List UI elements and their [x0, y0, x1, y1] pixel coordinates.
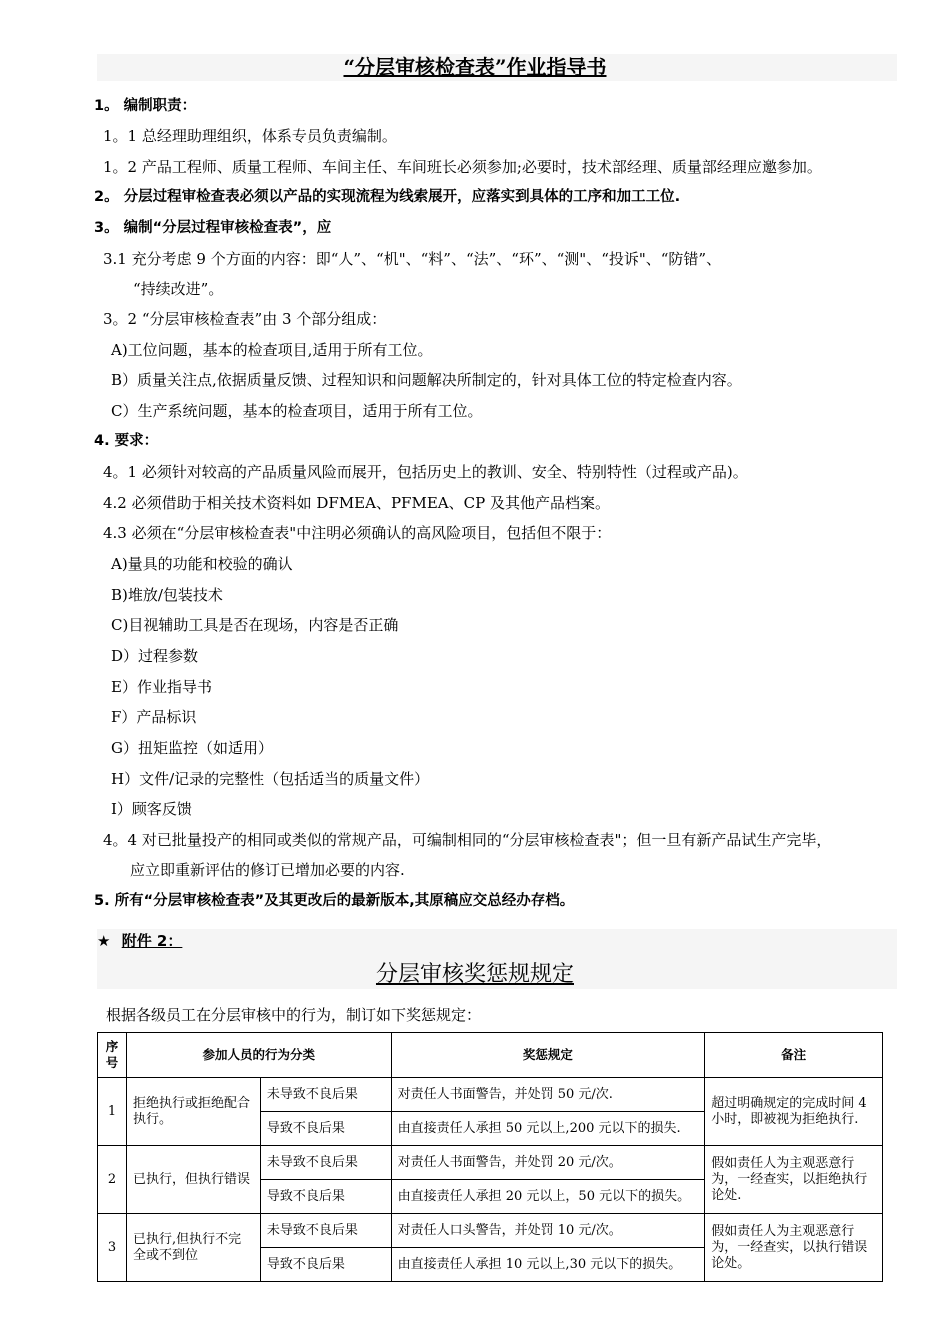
row-category: 拒绝执行或拒绝配合执行。 [126, 1078, 260, 1146]
table-row [98, 1146, 883, 1180]
page-title: “分层审核检查表”作业指导书 [343, 55, 607, 79]
row-result: 导致不良后果 [260, 1180, 391, 1214]
section-3-heading: 3。 编制“分层过程审核检查表”，应 [94, 220, 332, 236]
reward-table [97, 1032, 883, 1282]
row-category: 已执行,但执行不完全或不到位 [126, 1214, 260, 1282]
item-3-2-c: C）生产系统问题，基本的检查项目，适用于所有工位。 [111, 402, 483, 420]
item-4-2: 4.2 必须借助于相关技术资料如 DFMEA、PFMEA、CP 及其他产品档案。 [103, 494, 610, 512]
item-3-2: 3。2 “分层审核检查表”由 3 个部分组成： [103, 310, 387, 328]
row-no: 3 [98, 1214, 127, 1282]
table-header-row [98, 1033, 883, 1078]
table-row [98, 1214, 883, 1248]
item-4-3-f: F）产品标识 [111, 708, 197, 726]
item-4-3-i: I）顾客反馈 [111, 800, 192, 818]
row-result: 导致不良后果 [260, 1112, 391, 1146]
row-rule: 对责任人书面警告，并处罚 50 元/次. [391, 1078, 705, 1112]
item-3-1-cont: “持续改进”。 [133, 280, 224, 298]
item-1-2: 1。2 产品工程师、质量工程师、车间主任、车间班长必须参加;必要时，技术部经理、质量部经理应邀参加。 [103, 158, 822, 176]
row-result: 导致不良后果 [260, 1248, 391, 1282]
row-rule: 由直接责任人承担 20 元以上，50 元以下的损失。 [391, 1180, 705, 1214]
table-row [98, 1078, 883, 1112]
row-rule: 对责任人口头警告，并处罚 10 元/次。 [391, 1214, 705, 1248]
item-3-2-a: A)工位问题，基本的检查项目,适用于所有工位。 [111, 341, 433, 359]
item-4-3-d: D）过程参数 [111, 647, 199, 665]
reward-intro: 根据各级员工在分层审核中的行为，制订如下奖惩规定： [106, 1006, 482, 1024]
row-category: 已执行，但执行错误 [126, 1146, 260, 1214]
item-3-2-b: B）质量关注点,依据质量反馈、过程知识和问题解决所制定的，针对具体工位的特定检查内容。 [111, 371, 742, 389]
row-no: 1 [98, 1078, 127, 1146]
header-category: 参加人员的行为分类 [126, 1033, 391, 1078]
item-4-1: 4。1 必须针对较高的产品质量风险而展开，包括历史上的教训、安全、特别特性（过程或产品)。 [103, 463, 748, 481]
row-rule: 对责任人书面警告，并处罚 20 元/次。 [391, 1146, 705, 1180]
item-3-1: 3.1 充分考虑 9 个方面的内容：即“人”、“机"、“料”、“法”、“环”、“测"、“投诉"、“防错”、 [103, 250, 722, 268]
header-no: 序号 [98, 1033, 127, 1078]
row-rule: 由直接责任人承担 50 元以上,200 元以下的损失. [391, 1112, 705, 1146]
reward-title: 分层审核奖惩规规定 [375, 962, 574, 987]
row-no: 2 [98, 1146, 127, 1214]
item-4-3: 4.3 必须在“分层审核检查表"中注明必须确认的高风险项目，包括但不限于： [103, 524, 612, 542]
item-4-3-g: G）扭矩监控（如适用） [111, 739, 273, 757]
row-note: 超过明确规定的完成时间 4 小时，即被视为拒绝执行. [705, 1078, 883, 1146]
item-4-3-a: A)量具的功能和校验的确认 [111, 555, 293, 573]
section-2-heading: 2。 分层过程审检查表必须以产品的实现流程为线索展开，应落实到具体的工序和加工工位. [94, 189, 681, 205]
header-rule: 奖惩规定 [391, 1033, 705, 1078]
section-5-heading: 5. 所有“分层审核检查表”及其更改后的最新版本,其原稿应交总经办存档。 [94, 893, 575, 909]
row-result: 未导致不良后果 [260, 1214, 391, 1248]
section-4-heading: 4. 要求： [94, 433, 159, 449]
item-4-4-cont: 应立即重新评估的修订已增加必要的内容. [130, 861, 405, 879]
item-4-4: 4。4 对已批量投产的相同或类似的常规产品，可编制相同的“分层审核检查表"；但一旦有新产品试生产完毕， [103, 831, 832, 849]
row-note: 假如责任人为主观恶意行为，一经查实，以执行错误论处。 [705, 1214, 883, 1282]
star-icon: ★ [97, 932, 111, 950]
attachment-text: 附件 2： [121, 932, 183, 950]
item-1-1: 1。1 总经理助理组织，体系专员负责编制。 [103, 127, 397, 145]
row-result: 未导致不良后果 [260, 1146, 391, 1180]
header-note: 备注 [705, 1033, 883, 1078]
attachment-label [97, 931, 182, 951]
item-4-3-h: H）文件/记录的完整性（包括适当的质量文件） [111, 770, 430, 788]
item-4-3-c: C)目视辅助工具是否在现场，内容是否正确 [111, 616, 399, 634]
item-4-3-e: E）作业指导书 [111, 678, 212, 696]
row-rule: 由直接责任人承担 10 元以上,30 元以下的损失。 [391, 1248, 705, 1282]
section-1-heading: 1。 编制职责： [94, 98, 197, 114]
item-4-3-b: B)堆放/包装技术 [111, 586, 223, 604]
row-note: 假如责任人为主观恶意行为，一经查实，以拒绝执行论处. [705, 1146, 883, 1214]
row-result: 未导致不良后果 [260, 1078, 391, 1112]
